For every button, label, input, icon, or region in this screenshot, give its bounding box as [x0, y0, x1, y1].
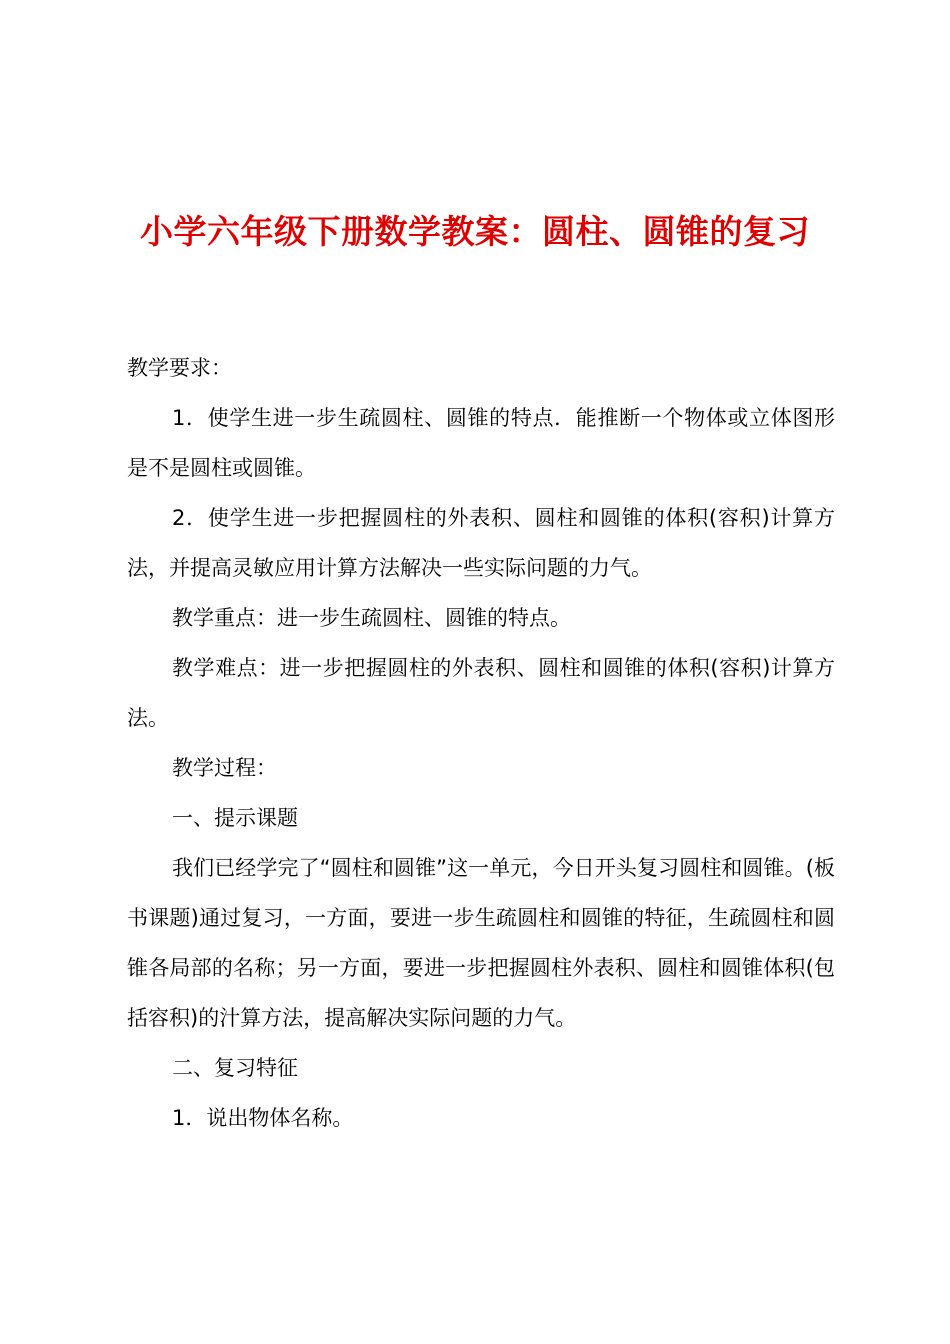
document-title: 小学六年级下册数学教案：圆柱、圆锥的复习	[140, 212, 810, 251]
document-body	[127, 343, 835, 1143]
paragraph-section-1-heading: 一、提示课题	[172, 806, 298, 830]
paragraph-teaching-requirements-heading: 教学要求：	[127, 356, 232, 380]
paragraph-section-2-item-1: 1．说出物体名称。	[172, 1106, 354, 1130]
paragraph-requirement-2: 2．使学生进一步把握圆柱的外表积、圆柱和圆锥的体积(容积)计算方法，并提高灵敏应用计算方法解决一些实际问题的力气。	[127, 506, 835, 580]
paragraph-teaching-difficulty: 教学难点：进一步把握圆柱的外表积、圆柱和圆锥的体积(容积)计算方法。	[127, 656, 835, 730]
paragraph-requirement-1: 1．使学生进一步生疏圆柱、圆锥的特点．能推断一个物体或立体图形是不是圆柱或圆锥。	[127, 406, 835, 480]
paragraph-section-1-body: 我们已经学完了“圆柱和圆锥”这一单元，今日开头复习圆柱和圆锥。(板书课题)通过复习，一方面，要进一步生疏圆柱和圆锥的特征，生疏圆柱和圆锥各局部的名称；另一方面，要进一步把握圆柱外表积、圆柱和圆锥体积(包括容积)的汁算方法，提高解决实际问题的力气。	[127, 856, 835, 1030]
paragraph-teaching-process-heading: 教学过程：	[172, 756, 277, 780]
paragraph-teaching-focus: 教学重点：进一步生疏圆柱、圆锥的特点。	[172, 606, 571, 630]
paragraph-section-2-heading: 二、复习特征	[172, 1056, 298, 1080]
